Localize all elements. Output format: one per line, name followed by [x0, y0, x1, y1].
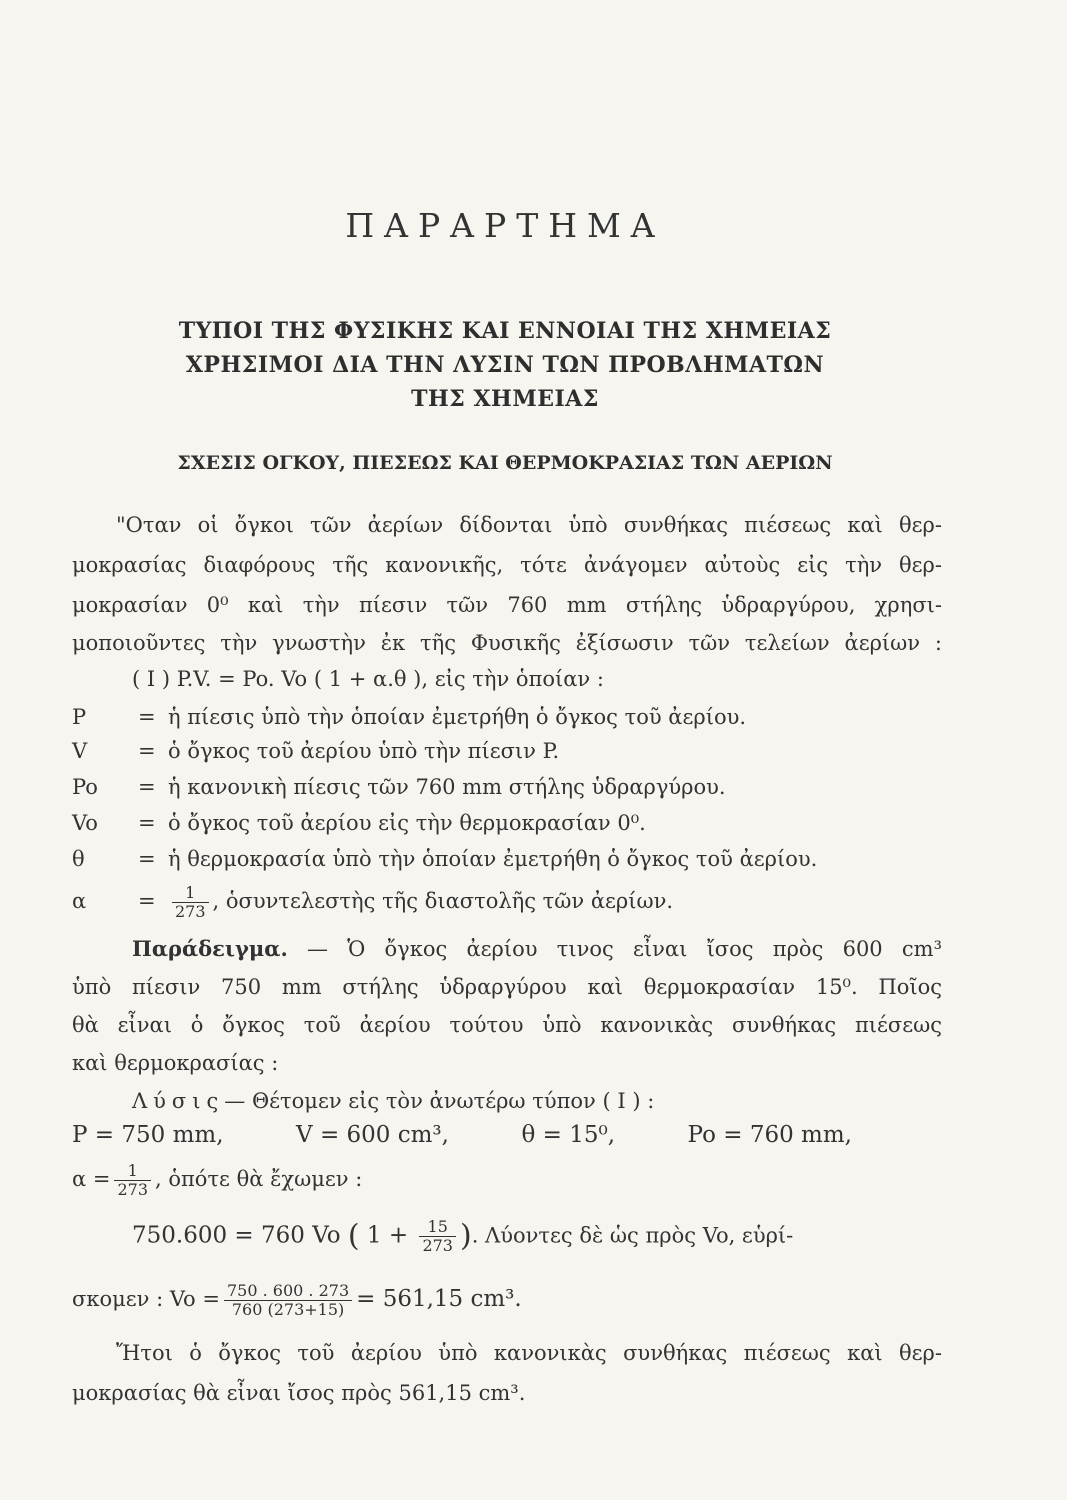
solution-intro: Λύσις— Θέτομεν εἰς τὸν ἀνωτέρω τύπον ( I ) : — [132, 1089, 655, 1113]
solution-values — [72, 1120, 852, 1150]
definition-row: Po = ἡ κανονικὴ πίεσις τῶν 760 mm στήλης ὑδραργύρου. — [72, 772, 942, 802]
definition-symbol: P — [72, 705, 87, 729]
example-line-2: ὑπὸ πίεσιν 750 mm στήλης ὑδραργύρου καὶ θερμοκρασίαν 15⁰. Ποῖος — [72, 975, 942, 999]
value-p: P = 750 mm, — [72, 1122, 224, 1148]
equation-fraction: $\frac{15}{273}$ — [419, 1218, 456, 1255]
alpha-fraction: $\frac{1}{273}$ — [172, 884, 209, 921]
definition-symbol: Vo — [72, 811, 98, 835]
solution-equation: 750.600 = 760 Vo ( 1 + $\frac{15}{273}$ ). Λύοντες δὲ ὡς πρὸς Vo, εὑρί- — [132, 1217, 794, 1255]
solution-result: σκομεν : Vo = $\frac{750 . 600 . 273}{760 (273+15)}$ = 561,15 cm³. — [72, 1281, 522, 1319]
conclusion-line-1: Ἤτοι ὁ ὄγκος τοῦ ἀερίου ὑπὸ κανονικὰς συνθήκας πιέσεως καὶ θερ- — [116, 1341, 942, 1365]
definition-text: ἡ θερμοκρασία ὑπὸ τὴν ὁποίαν ἐμετρήθη ὁ ὄγκος τοῦ ἀερίου. — [168, 847, 818, 871]
definition-text: ὁ ὄγκος τοῦ ἀερίου εἰς τὴν θερμοκρασίαν 0⁰. — [168, 811, 646, 835]
example-line-1: Παράδειγμα. — Ὁ ὄγκος ἀερίου τινος εἶναι ἴσος πρὸς 600 cm³ — [132, 936, 942, 961]
heading-line-3: ΤΗΣ ΧΗΜΕΙΑΣ — [411, 386, 599, 412]
definition-text: ἡ κανονικὴ πίεσις τῶν 760 mm στήλης ὑδραργύρου. — [168, 775, 726, 799]
definition-symbol: V — [72, 739, 88, 763]
intro-line-3: μοκρασίαν 0⁰ καὶ τὴν πίεσιν τῶν 760 mm στήλης ὑδραργύρου, χρησι- — [72, 593, 942, 617]
example-label: Παράδειγμα. — [132, 936, 288, 961]
ideal-gas-formula: ( I ) P.V. = Po. Vo ( 1 + α.θ ), εἰς τὴν ὁποίαν : — [132, 667, 604, 691]
definition-symbol: α — [72, 889, 87, 913]
section-title: ΣΧΕΣΙΣ ΟΓΚΟΥ, ΠΙΕΣΕΩΣ ΚΑΙ ΘΕΡΜΟΚΡΑΣΙΑΣ ΤΩΝ ΑΕΡΙΩΝ — [177, 452, 833, 474]
intro-line-2: μοκρασίας διαφόρους τῆς κανονικῆς, τότε ἀνάγομεν αὐτοὺς εἰς τὴν θερ- — [72, 553, 942, 577]
page-title: ΠΑΡΑΡΤΗΜΑ — [345, 206, 665, 245]
result-fraction: $\frac{750 . 600 . 273}{760 (273+15)}$ — [224, 1282, 352, 1319]
definition-text: , ὁσυντελεστὴς τῆς διαστολῆς τῶν ἀερίων. — [212, 889, 674, 913]
intro-line-1: "Οταν οἱ ὄγκοι τῶν ἀερίων δίδονται ὑπὸ συνθήκας πιέσεως καὶ θερ- — [116, 513, 942, 537]
definition-row: Vo = ὁ ὄγκος τοῦ ἀερίου εἰς τὴν θερμοκρασίαν 0⁰. — [72, 808, 942, 838]
example-line-3: θὰ εἶναι ὁ ὄγκος τοῦ ἀερίου τούτου ὑπὸ κανονικὰς συνθήκας πιέσεως — [72, 1013, 942, 1037]
intro-line-4: μοποιοῦντες τὴν γνωστὴν ἐκ τῆς Φυσικῆς ἐξίσωσιν τῶν τελείων ἀερίων : — [72, 631, 942, 655]
alpha-definition-row: α = $\frac{1}{273}$ , ὁσυντελεστὴς τῆς διαστολῆς τῶν ἀερίων. — [72, 883, 674, 921]
value-theta: θ = 15⁰, — [521, 1122, 616, 1148]
conclusion-line-2: μοκρασίας θὰ εἶναι ἴσος πρὸς 561,15 cm³. — [72, 1381, 526, 1405]
definition-row: P = ἡ πίεσις ὑπὸ τὴν ὁποίαν ἐμετρήθη ὁ ὄγκος τοῦ ἀερίου. — [72, 702, 942, 732]
solution-label: Λύσις — [132, 1089, 225, 1113]
value-v: V = 600 cm³, — [296, 1122, 449, 1148]
solution-alpha: α = $\frac{1}{273}$ , ὁπότε θὰ ἔχωμεν : — [72, 1161, 363, 1199]
definition-text: ὁ ὄγκος τοῦ ἀερίου ὑπὸ τὴν πίεσιν P. — [168, 739, 560, 763]
value-po: Po = 760 mm, — [687, 1122, 852, 1148]
definition-text: ἡ πίεσις ὑπὸ τὴν ὁποίαν ἐμετρήθη ὁ ὄγκος τοῦ ἀερίου. — [168, 705, 747, 729]
definition-row: θ = ἡ θερμοκρασία ὑπὸ τὴν ὁποίαν ἐμετρήθη ὁ ὄγκος τοῦ ἀερίου. — [72, 844, 942, 874]
definition-symbol: Po — [72, 775, 98, 799]
alpha-fraction: $\frac{1}{273}$ — [114, 1162, 151, 1199]
example-line-4: καὶ θερμοκρασίας : — [72, 1051, 279, 1075]
heading-line-2: ΧΡΗΣΙΜΟΙ ΔΙΑ ΤΗΝ ΛΥΣΙΝ ΤΩΝ ΠΡΟΒΛΗΜΑΤΩΝ — [185, 352, 825, 378]
heading-line-1: ΤΥΠΟΙ ΤΗΣ ΦΥΣΙΚΗΣ ΚΑΙ ΕΝΝΟΙΑΙ ΤΗΣ ΧΗΜΕΙΑΣ — [178, 318, 832, 344]
definition-row: V = ὁ ὄγκος τοῦ ἀερίου ὑπὸ τὴν πίεσιν P. — [72, 736, 942, 766]
definition-symbol: θ — [72, 847, 85, 871]
